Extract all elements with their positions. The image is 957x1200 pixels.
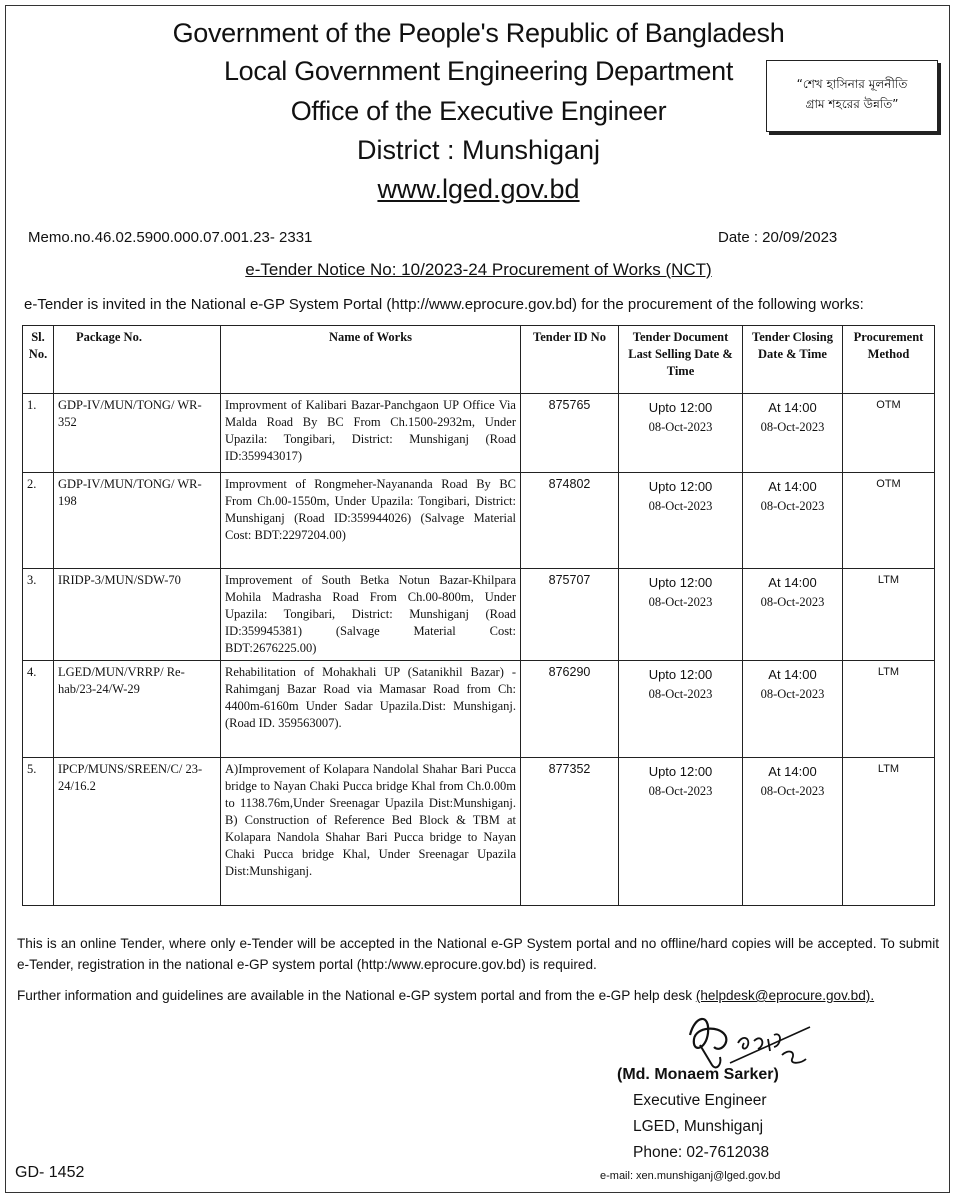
cell-closing bbox=[743, 569, 843, 661]
cell-sl: 4. bbox=[23, 661, 54, 758]
table-row bbox=[23, 569, 935, 661]
close-date: 08-Oct-2023 bbox=[760, 687, 825, 701]
doc-date: 08-Oct-2023 bbox=[648, 499, 713, 513]
signatory-name: (Md. Monaem Sarker) bbox=[617, 1066, 779, 1083]
table-row bbox=[23, 758, 935, 906]
notice-title: e-Tender Notice No: 10/2023-24 Procurement of Works (NCT) bbox=[245, 260, 712, 279]
header-government: Government of the People's Republic of Bangladesh bbox=[172, 18, 785, 48]
close-time: At 14:00 bbox=[768, 400, 817, 415]
cell-package: IPCP/MUNS/SREEN/C/ 23-24/16.2 bbox=[54, 758, 221, 906]
cell-doc-selling bbox=[619, 473, 743, 569]
table-row bbox=[23, 394, 935, 473]
cell-package: GDP-IV/MUN/TONG/ WR-352 bbox=[54, 394, 221, 473]
signatory-phone: Phone: 02-7612038 bbox=[633, 1144, 770, 1161]
cell-sl: 2. bbox=[23, 473, 54, 569]
header-website[interactable]: www.lged.gov.bd bbox=[377, 174, 580, 204]
col-header-package: Package No. bbox=[54, 326, 221, 394]
header-department: Local Government Engineering Department bbox=[223, 56, 734, 86]
doc-time: Upto 12:00 bbox=[648, 575, 713, 590]
cell-doc-selling bbox=[619, 394, 743, 473]
col-header-doc-selling: Tender Document Last Selling Date & Time bbox=[619, 326, 743, 394]
further-info-paragraph bbox=[17, 985, 939, 1006]
close-date: 08-Oct-2023 bbox=[760, 784, 825, 798]
close-time: At 14:00 bbox=[768, 479, 817, 494]
close-time: At 14:00 bbox=[768, 764, 817, 779]
doc-time: Upto 12:00 bbox=[648, 479, 713, 494]
cell-sl: 1. bbox=[23, 394, 54, 473]
cell-method: LTM bbox=[843, 758, 935, 906]
close-date: 08-Oct-2023 bbox=[760, 420, 825, 434]
cell-name: Rehabilitation of Mohakhali UP (Satanikhil Bazar) - Rahimganj Bazar Road via Mamasar Road from Ch: 4400m-6160m Under Sadar Upazila.Dist: Munshiganj. (Road ID. 359563007). bbox=[221, 661, 521, 758]
col-header-name: Name of Works bbox=[221, 326, 521, 394]
signatory-email[interactable]: e-mail: xen.munshiganj@lged.gov.bd bbox=[600, 1170, 781, 1182]
table-row bbox=[23, 473, 935, 569]
cell-package: GDP-IV/MUN/TONG/ WR-198 bbox=[54, 473, 221, 569]
cell-closing bbox=[743, 394, 843, 473]
signatory-office: LGED, Munshiganj bbox=[633, 1118, 764, 1135]
footer-gd-code: GD- 1452 bbox=[15, 1164, 85, 1181]
close-time: At 14:00 bbox=[768, 575, 817, 590]
col-header-method: Procurement Method bbox=[843, 326, 935, 394]
doc-time: Upto 12:00 bbox=[648, 400, 713, 415]
works-table bbox=[22, 325, 935, 906]
cell-sl: 5. bbox=[23, 758, 54, 906]
cell-tender-id: 875707 bbox=[521, 569, 619, 661]
close-time: At 14:00 bbox=[768, 667, 817, 682]
helpdesk-email-link[interactable]: (helpdesk@eprocure.gov.bd). bbox=[695, 988, 875, 1003]
slogan-box bbox=[766, 60, 938, 132]
cell-name: A)Improvement of Kolapara Nandolal Shahar Bari Pucca bridge to Nayan Chaki Pucca bridge Khal from Ch.0.00m to 1138.76m,Under Sreenagar Upazila Dist:Munshiganj. B) Construction of Reference Bed Block & TBM at Kolapara Nandola Shahar Bari Pucca bridge to Nayan Chaki Pucca bridge Khal, Under Sreenagar Upazila Dist:Munshiganj. bbox=[221, 758, 521, 906]
signatory-title: Executive Engineer bbox=[633, 1092, 767, 1109]
doc-date: 08-Oct-2023 bbox=[648, 784, 713, 798]
cell-method: LTM bbox=[843, 661, 935, 758]
cell-doc-selling bbox=[619, 661, 743, 758]
cell-tender-id: 875765 bbox=[521, 394, 619, 473]
cell-name: Improvment of Rongmeher-Nayananda Road By BC From Ch.00-1550m, Under Upazila: Tongibari, District: Munshiganj (Road ID:359944026) (Salvage Material Cost: BDT:2297204.00) bbox=[221, 473, 521, 569]
table-header-row bbox=[23, 326, 935, 394]
cell-method: OTM bbox=[843, 473, 935, 569]
cell-name: Improvement of South Betka Notun Bazar-Khilpara Mohila Madrasha Road From Ch.00-800m, Under Upazila: Tongibari, District: Munshiganj (Road ID:359945381) (Salvage Material Cost: BDT:2676225.00) bbox=[221, 569, 521, 661]
header-district: District : Munshiganj bbox=[356, 135, 601, 165]
cell-name: Improvment of Kalibari Bazar-Panchgaon UP Office Via Malda Road By BC From Ch.1500-2932m, Under Upazila: Tongibari, District: Munshiganj (Road ID:359943017) bbox=[221, 394, 521, 473]
cell-package: LGED/MUN/VRRP/ Re-hab/23-24/W-29 bbox=[54, 661, 221, 758]
close-date: 08-Oct-2023 bbox=[760, 499, 825, 513]
cell-sl: 3. bbox=[23, 569, 54, 661]
doc-date: 08-Oct-2023 bbox=[648, 687, 713, 701]
doc-date: 08-Oct-2023 bbox=[648, 420, 713, 434]
cell-method: OTM bbox=[843, 394, 935, 473]
doc-date: 08-Oct-2023 bbox=[648, 595, 713, 609]
intro-text: e-Tender is invited in the National e-GP System Portal (http://www.eprocure.gov.bd) for the procurement of the following works: bbox=[24, 296, 864, 313]
further-info-text: Further information and guidelines are available in the National e-GP system portal and from the e-GP help desk bbox=[17, 988, 693, 1003]
slogan-line-2: গ্রাম শহরের উন্নতি” bbox=[805, 97, 899, 111]
cell-method: LTM bbox=[843, 569, 935, 661]
col-header-sl: Sl. No. bbox=[23, 326, 54, 394]
cell-doc-selling bbox=[619, 758, 743, 906]
cell-tender-id: 877352 bbox=[521, 758, 619, 906]
header-office: Office of the Executive Engineer bbox=[290, 96, 667, 126]
cell-doc-selling bbox=[619, 569, 743, 661]
cell-tender-id: 876290 bbox=[521, 661, 619, 758]
slogan-line-1: “শেখ হাসিনার মূলনীতি bbox=[796, 77, 908, 91]
notice-date: Date : 20/09/2023 bbox=[718, 229, 838, 246]
cell-tender-id: 874802 bbox=[521, 473, 619, 569]
online-tender-paragraph: This is an online Tender, where only e-Tender will be accepted in the National e-GP System portal and no offline/hard copies will be accepted. To submit e-Tender, registration in the national e-GP system portal (http:/www.eprocure.gov.bd) is required. bbox=[17, 936, 939, 972]
doc-time: Upto 12:00 bbox=[648, 764, 713, 779]
cell-closing bbox=[743, 661, 843, 758]
doc-time: Upto 12:00 bbox=[648, 667, 713, 682]
cell-package: IRIDP-3/MUN/SDW-70 bbox=[54, 569, 221, 661]
cell-closing bbox=[743, 473, 843, 569]
table-row bbox=[23, 661, 935, 758]
col-header-closing: Tender Closing Date & Time bbox=[743, 326, 843, 394]
cell-closing bbox=[743, 758, 843, 906]
col-header-tender-id: Tender ID No bbox=[521, 326, 619, 394]
memo-number: Memo.no.46.02.5900.000.07.001.23- 2331 bbox=[28, 229, 313, 246]
close-date: 08-Oct-2023 bbox=[760, 595, 825, 609]
